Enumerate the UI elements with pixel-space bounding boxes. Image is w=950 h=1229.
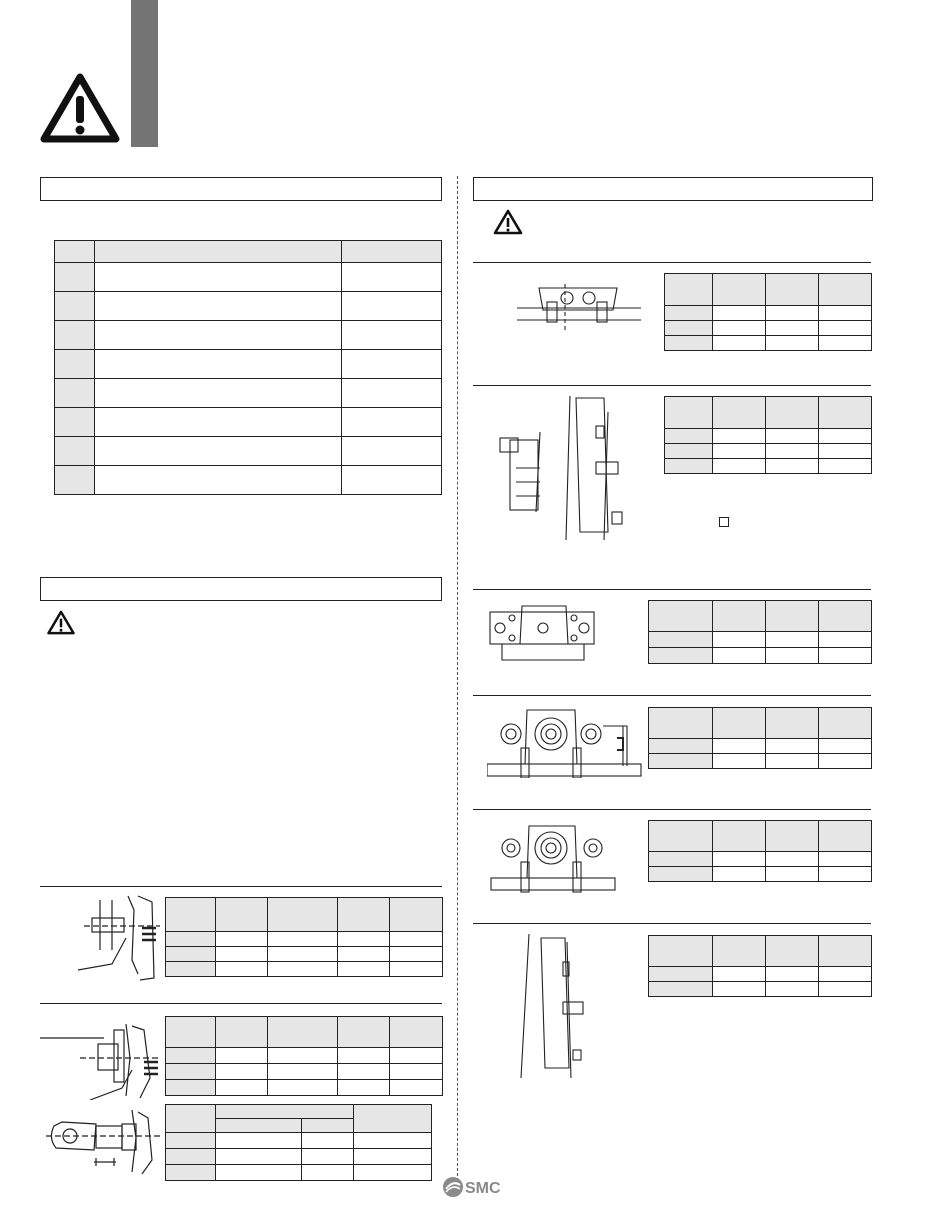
table-row-label bbox=[55, 466, 95, 495]
left-section-header-2 bbox=[40, 577, 442, 601]
divider-line bbox=[473, 923, 871, 924]
dimension-table-r3 bbox=[648, 600, 872, 664]
table-row-label bbox=[55, 408, 95, 437]
dimension-table-r1 bbox=[664, 273, 872, 351]
dimension-table-2 bbox=[165, 1016, 443, 1096]
header-accent-bar bbox=[131, 0, 158, 147]
flange-diagram-1 bbox=[487, 708, 645, 778]
divider-line bbox=[473, 695, 871, 696]
table-row-label bbox=[55, 379, 95, 408]
dimension-table-r2 bbox=[664, 396, 872, 474]
side-flange-diagram bbox=[519, 932, 591, 1078]
side-mount-diagram bbox=[496, 392, 630, 540]
column-divider bbox=[457, 176, 458, 1196]
dimension-table-1 bbox=[165, 897, 443, 977]
left-section-header-1 bbox=[40, 177, 442, 201]
flange-diagram-2 bbox=[489, 822, 617, 894]
table-row-label bbox=[55, 437, 95, 466]
caution-icon bbox=[46, 610, 76, 635]
divider-line bbox=[473, 809, 871, 810]
right-section-header-1 bbox=[473, 177, 873, 201]
smc-logo bbox=[442, 1176, 508, 1198]
dimension-table-r5 bbox=[648, 820, 872, 882]
caution-icon bbox=[493, 209, 523, 235]
warning-triangle-icon bbox=[40, 72, 120, 144]
dimension-table-r4 bbox=[648, 707, 872, 769]
divider-line bbox=[473, 262, 871, 263]
divider-line bbox=[40, 1003, 442, 1004]
table-row-label bbox=[55, 321, 95, 350]
table-header-cell bbox=[55, 241, 95, 263]
table-row-label bbox=[55, 292, 95, 321]
table-row-label bbox=[55, 350, 95, 379]
clevis-diagram bbox=[44, 1102, 162, 1178]
table-row-label bbox=[55, 263, 95, 292]
top-mount-diagram bbox=[517, 284, 641, 330]
brand-name: SMC bbox=[465, 1180, 501, 1197]
specification-table bbox=[54, 240, 442, 495]
mounting-diagram-2 bbox=[40, 1018, 162, 1100]
divider-line bbox=[473, 589, 871, 590]
square-mark-icon bbox=[719, 517, 729, 527]
dimension-table-r6 bbox=[648, 935, 872, 997]
mounting-diagram-1 bbox=[72, 890, 162, 982]
divider-line bbox=[473, 385, 871, 386]
front-plate-diagram bbox=[488, 604, 598, 662]
dimension-table-3 bbox=[165, 1104, 432, 1181]
divider-line bbox=[40, 886, 442, 887]
